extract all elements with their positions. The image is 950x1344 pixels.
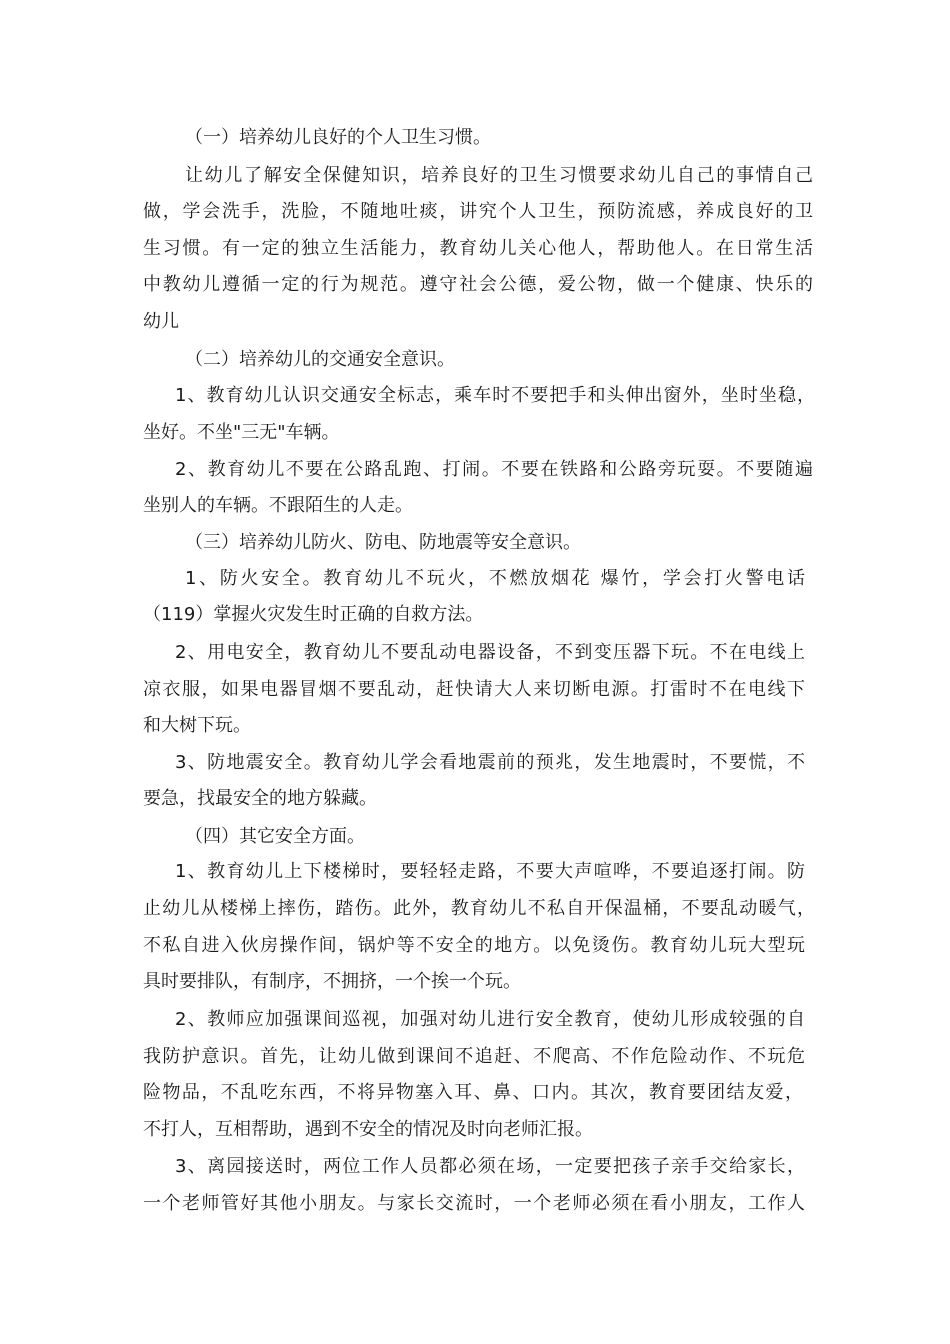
- paragraph-line: 让幼儿了解安全保健知识，培养良好的卫生习惯要求幼儿自己的事情自己: [185, 165, 813, 186]
- paragraph-line: 凉衣服，如果电器冒烟不要乱动，赶快请大人来切断电源。打雷时不在电线下: [143, 679, 805, 700]
- paragraph-line: 我防护意识。首先，让幼儿做到课间不追赶、不爬高、不作危险动作、不玩危: [143, 1046, 805, 1067]
- paragraph-line: 2、教育幼儿不要在公路乱跑、打闹。不要在铁路和公路旁玩耍。不要随遍: [175, 459, 813, 480]
- paragraph-line: 不私自进入伙房操作间，锅炉等不安全的地方。以免烫伤。教育幼儿玩大型玩: [143, 935, 805, 956]
- paragraph-line: 坐别人的车辆。不跟陌生的人走。: [143, 495, 413, 516]
- paragraph-line: 3、防地震安全。教育幼儿学会看地震前的预兆，发生地震时，不要慌，不: [175, 752, 805, 773]
- heading-section-3: （三）培养幼儿防火、防电、防地震等安全意识。: [185, 532, 581, 553]
- paragraph-line: 中教幼儿遵循一定的行为规范。遵守社会公德，爱公物，做一个健康、快乐的: [143, 274, 813, 295]
- paragraph-line: 生习惯。有一定的独立生活能力，教育幼儿关心他人，帮助他人。在日常生活: [143, 238, 813, 259]
- paragraph-line: 险物品，不乱吃东西，不将异物塞入耳、鼻、口内。其次，教育要团结友爱，: [143, 1082, 803, 1103]
- heading-section-4: （四）其它安全方面。: [185, 826, 365, 847]
- paragraph-line: 2、教师应加强课间巡视，加强对幼儿进行安全教育，使幼儿形成较强的自: [175, 1009, 805, 1030]
- paragraph-line: 坐好。不坐"三无"车辆。: [143, 422, 340, 443]
- paragraph-line: （119）掌握火灾发生时正确的自救方法。: [143, 604, 484, 625]
- paragraph-line: 具时要排队，有制序，不拥挤，一个挨一个玩。: [143, 971, 521, 992]
- paragraph-line: 1、防火安全。教育幼儿不玩火，不燃放烟花 爆竹，学会打火警电话: [185, 568, 805, 589]
- heading-section-1: （一）培养幼儿良好的个人卫生习惯。: [185, 127, 491, 148]
- paragraph-line: 1、教育幼儿上下楼梯时，要轻轻走路，不要大声喧哗，不要追逐打闹。防: [175, 861, 805, 882]
- paragraph-line: 要急，找最安全的地方躲藏。: [143, 788, 377, 809]
- heading-section-2: （二）培养幼儿的交通安全意识。: [185, 349, 455, 370]
- paragraph-line: 3、离园接送时，两位工作人员都必须在场，一定要把孩子亲手交给家长，: [175, 1156, 805, 1177]
- paragraph-line: 不打人，互相帮助，遇到不安全的情况及时向老师汇报。: [143, 1119, 593, 1140]
- paragraph-line: 一个老师管好其他小朋友。与家长交流时，一个老师必须在看小朋友，工作人: [143, 1193, 805, 1214]
- paragraph-line: 止幼儿从楼梯上摔伤，踏伤。此外，教育幼儿不私自开保温桶，不要乱动暖气，: [143, 898, 815, 919]
- paragraph-line: 2、用电安全，教育幼儿不要乱动电器设备，不到变压器下玩。不在电线上: [175, 642, 805, 663]
- paragraph-line: 1、教育幼儿认识交通安全标志，乘车时不要把手和头伸出窗外，坐时坐稳，: [175, 385, 815, 406]
- paragraph-line: 和大树下玩。: [143, 715, 251, 736]
- paragraph-line: 做，学会洗手，洗脸，不随地吐痰，讲究个人卫生，预防流感，养成良好的卫: [143, 201, 813, 222]
- paragraph-line: 幼儿: [143, 311, 179, 332]
